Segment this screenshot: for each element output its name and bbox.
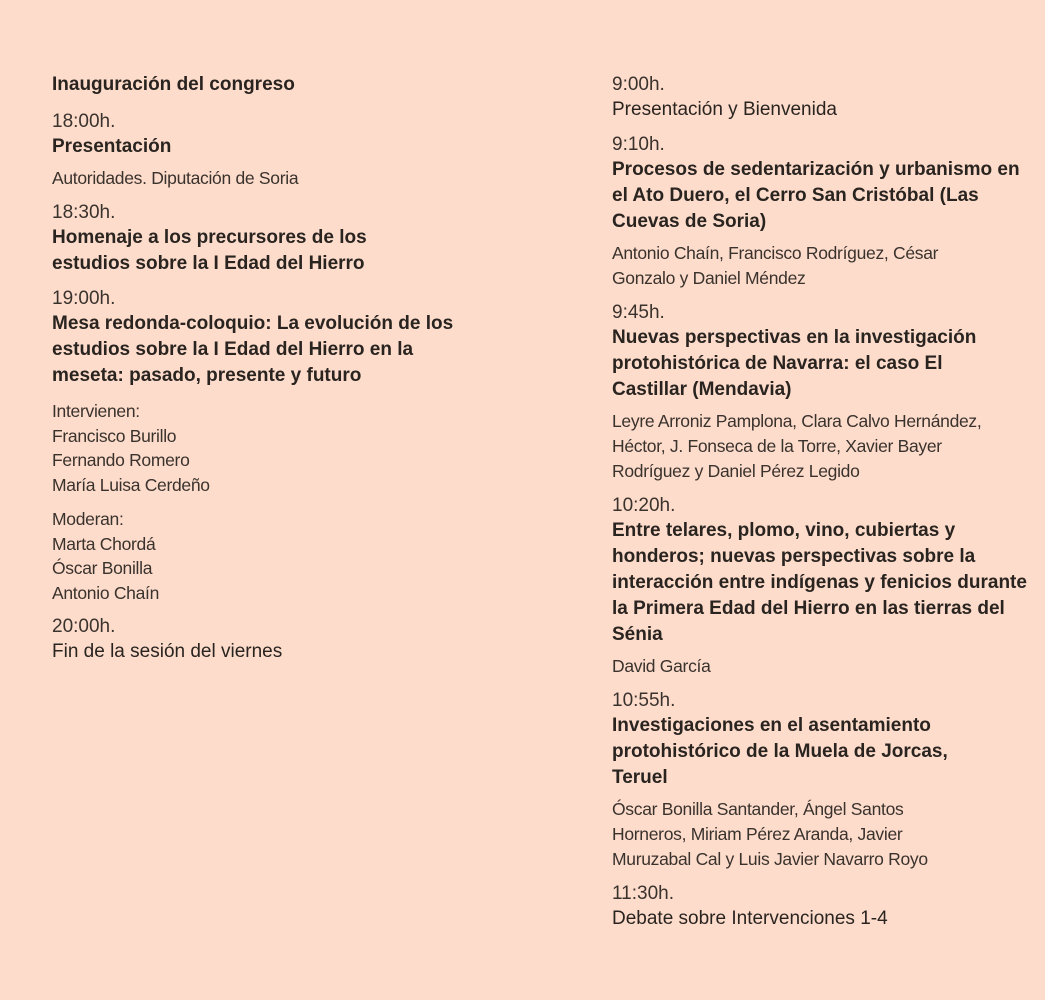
moderators-group	[52, 507, 492, 605]
item-authors: Antonio Chaín, Francisco Rodríguez, César Gonzalo y Daniel Méndez	[612, 243, 939, 288]
schedule-item	[612, 73, 1037, 123]
item-time: 9:10h.	[612, 134, 665, 155]
item-time: 18:30h.	[52, 202, 116, 223]
item-title: Entre telares, plomo, vino, cubiertas y honderos; nuevas perspectivas sobre la interacción entre indígenas y fenicios durante la Primera Edad del Hierro en las tierras del Sénia	[612, 520, 1027, 645]
schedule-item	[612, 689, 1037, 872]
schedule-item	[612, 882, 1037, 932]
schedule-item	[52, 201, 492, 277]
item-title: Mesa redonda-coloquio: La evolución de los estudios sobre la I Edad del Hierro en la meseta: pasado, presente y futuro	[52, 313, 454, 386]
item-time: 10:55h.	[612, 690, 676, 711]
item-time: 19:00h.	[52, 288, 116, 309]
item-title: Procesos de sedentarización y urbanismo en el Ato Duero, el Cerro San Cristóbal (Las Cuevas de Soria)	[612, 159, 1020, 232]
schedule-item	[612, 133, 1037, 291]
item-title: Homenaje a los precursores de los estudios sobre la I Edad del Hierro	[52, 227, 367, 274]
moderator-name: Antonio Chaín	[52, 582, 160, 603]
item-authors: Leyre Arroniz Pamplona, Clara Calvo Hernández, Héctor, J. Fonseca de la Torre, Xavier Bayer Rodríguez y Daniel Pérez Legido	[612, 411, 982, 481]
speaker-name: Fernando Romero	[52, 450, 190, 470]
item-title: Presentación y Bienvenida	[612, 99, 837, 120]
friday-schedule-column	[52, 72, 492, 675]
item-note: Autoridades. Diputación de Soria	[52, 168, 299, 188]
item-time: 10:20h.	[612, 495, 676, 516]
item-time: 11:30h.	[612, 883, 674, 904]
item-time: 9:45h.	[612, 302, 665, 323]
saturday-schedule-column	[612, 73, 1037, 942]
speaker-name: Francisco Burillo	[52, 425, 177, 446]
group-label: Intervienen:	[52, 401, 140, 421]
schedule-item	[52, 110, 492, 191]
group-label: Moderan:	[52, 509, 124, 529]
item-time: 20:00h.	[52, 616, 116, 637]
speaker-name: María Luisa Cerdeño	[52, 474, 210, 495]
moderator-name: Marta Chordá	[52, 533, 156, 554]
item-authors: Óscar Bonilla Santander, Ángel Santos Horneros, Miriam Pérez Aranda, Javier Muruzabal Cal y Luis Javier Navarro Royo	[612, 799, 928, 869]
moderator-name: Óscar Bonilla	[52, 558, 153, 578]
item-time: 9:00h.	[612, 74, 665, 95]
schedule-item	[52, 287, 492, 605]
schedule-item	[612, 301, 1037, 484]
item-title: Presentación	[52, 136, 172, 157]
speakers-group	[52, 399, 492, 497]
item-time: 18:00h.	[52, 111, 116, 132]
item-title: Fin de la sesión del viernes	[52, 641, 283, 662]
item-title: Investigaciones en el asentamiento protohistórico de la Muela de Jorcas, Teruel	[612, 715, 948, 788]
item-title: Nuevas perspectivas en la investigación protohistórica de Navarra: el caso El Castillar (Mendavia)	[612, 327, 977, 400]
section-heading: Inauguración del congreso	[52, 74, 295, 95]
item-authors: David García	[612, 656, 711, 676]
schedule-item	[612, 494, 1037, 679]
item-title: Debate sobre Intervenciones 1-4	[612, 908, 888, 929]
schedule-item	[52, 615, 492, 665]
